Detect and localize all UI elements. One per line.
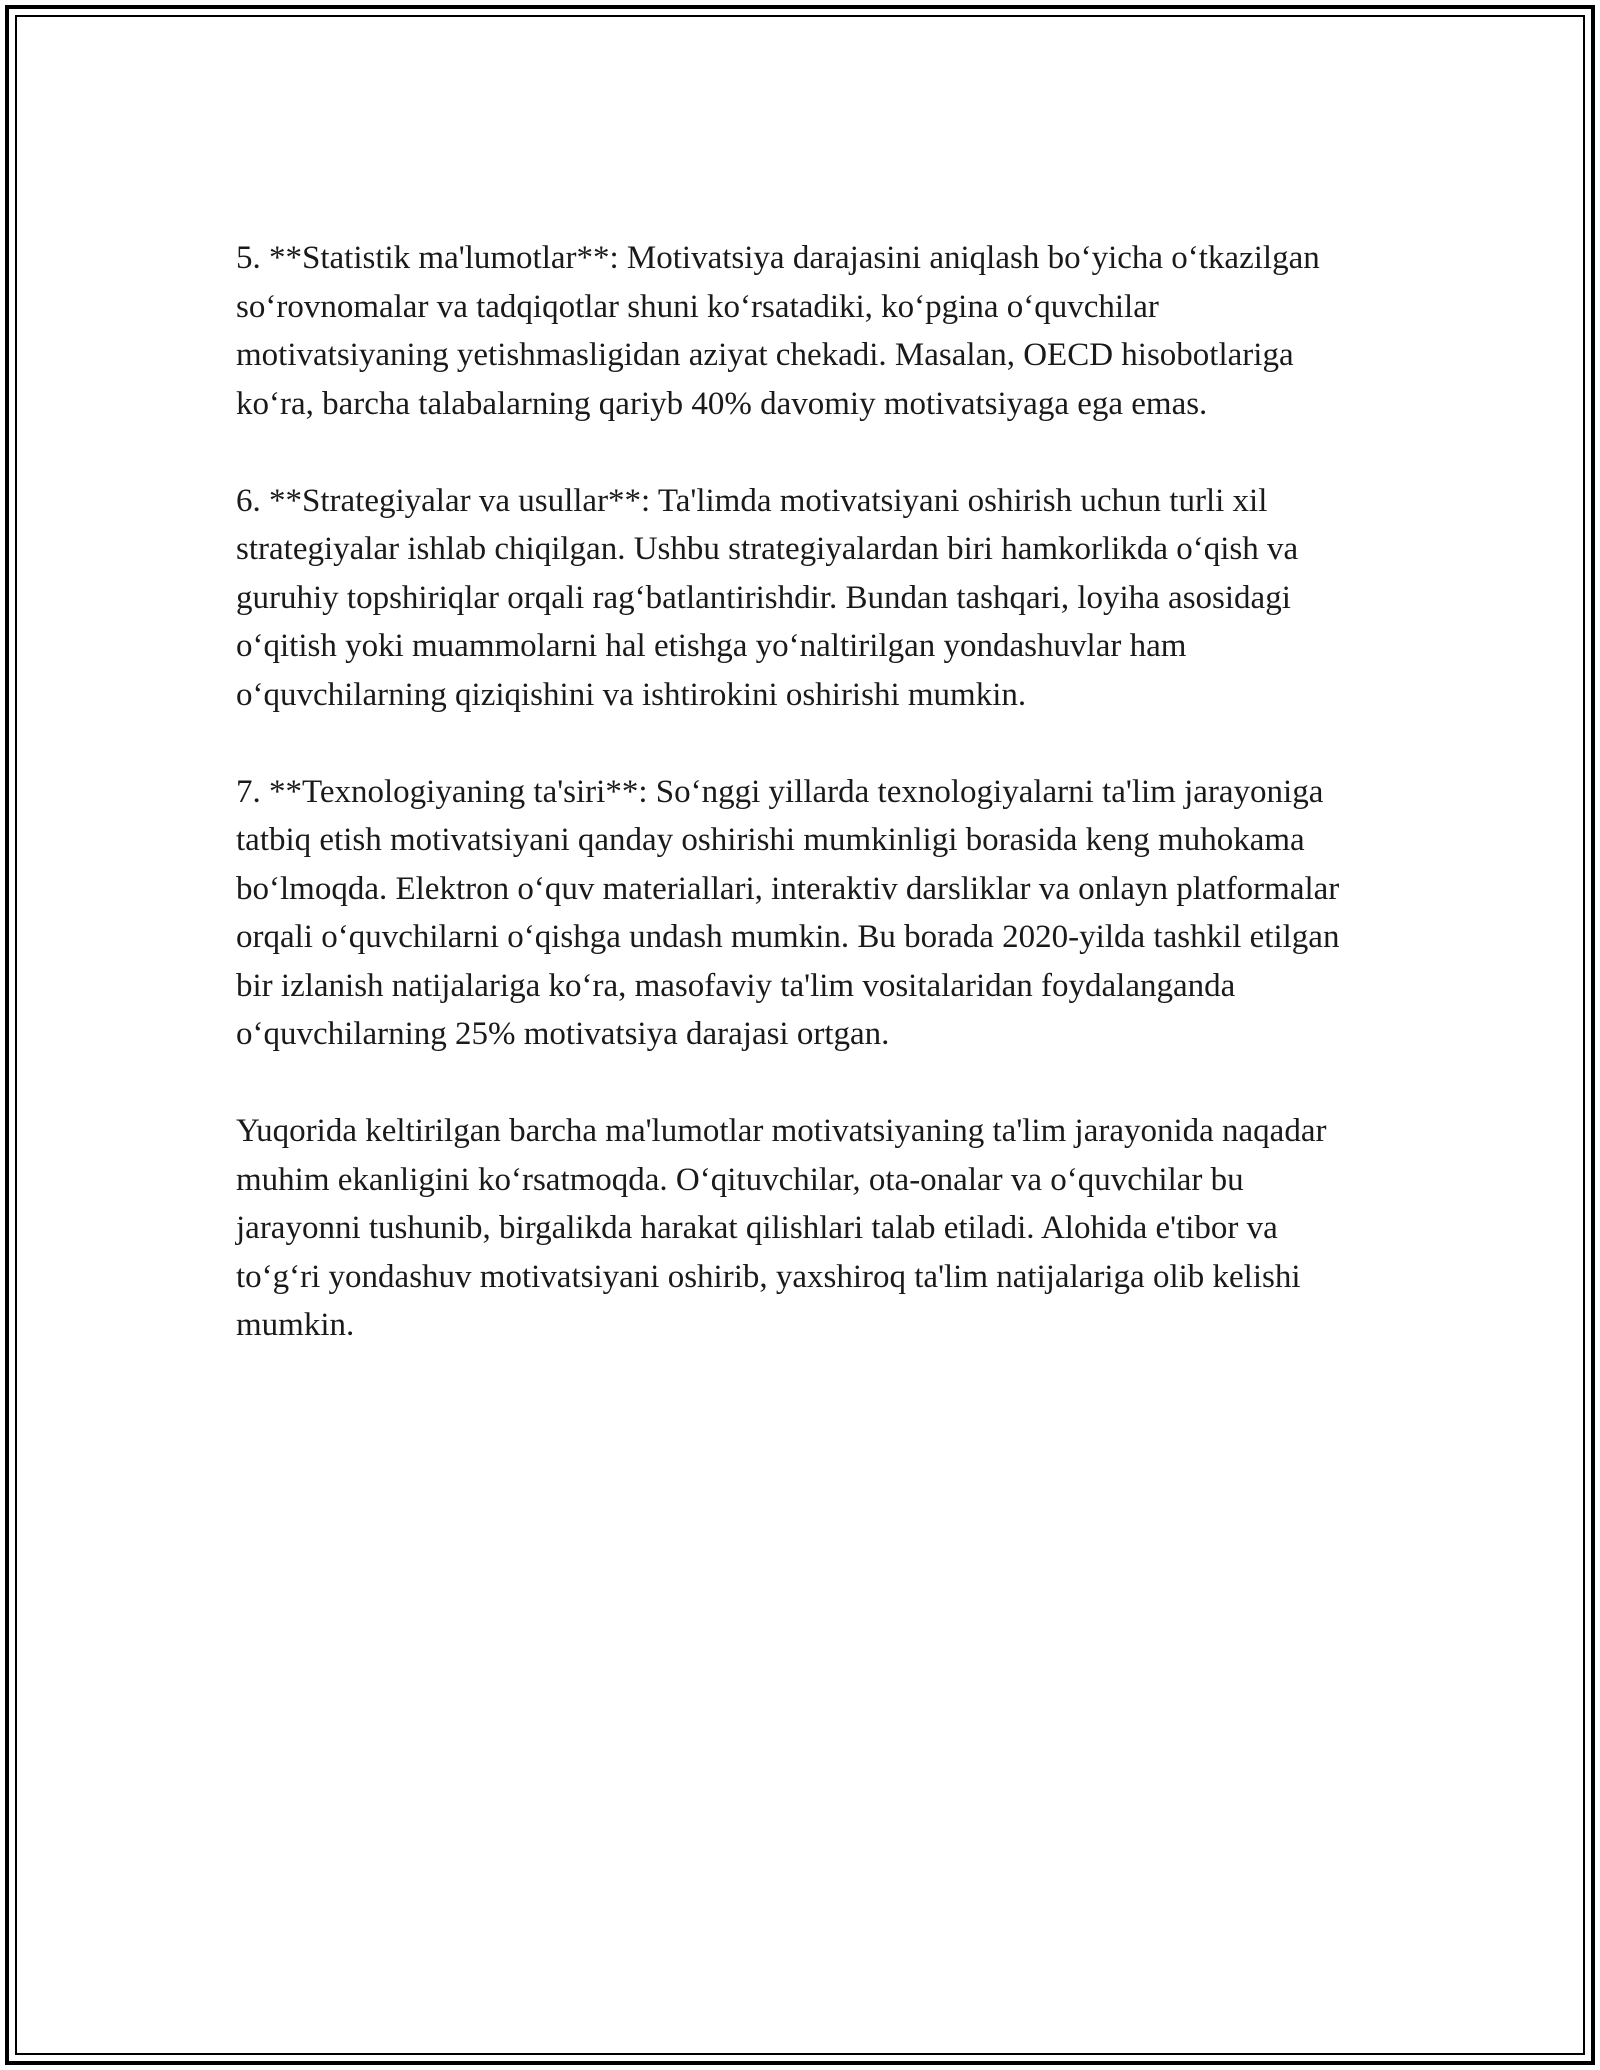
paragraph-statistics: 5. **Statistik ma'lumotlar**: Motivatsiya darajasini aniqlash bo‘yicha o‘tkazilgan so‘rovnomalar va tadqiqotlar shuni ko‘rsatadiki, ko‘pgina o‘quvchilar motivatsiyaning yetishmasligidan aziyat chekadi. Masalan, OECD hisobotlariga ko‘ra, barcha talabalarning qariyb 40% davomiy motivatsiyaga ega emas.: [236, 240, 1320, 422]
paragraph-strategies: 6. **Strategiyalar va usullar**: Ta'limda motivatsiyani oshirish uchun turli xil strategiyalar ishlab chiqilgan. Ushbu strategiyalardan biri hamkorlikda o‘qish va guruhiy topshiriqlar orqali rag‘batlantirishdir. Bundan tashqari, loyiha asosidagi o‘qitish yoki muammolarni hal etishga yo‘naltirilgan yondashuvlar ham o‘quvchilarning qiziqishini va ishtirokini oshirishi mumkin.: [236, 482, 1299, 713]
document-body: [236, 234, 1366, 1398]
paragraph-conclusion: Yuqorida keltirilgan barcha ma'lumotlar motivatsiyaning ta'lim jarayonida naqadar muhim ekanligini ko‘rsatmoqda. O‘qituvchilar, ota-onalar va o‘quvchilar bu jarayonni tushunib, birgalikda harakat qilishlari talab etiladi. Alohida e'tibor va to‘g‘ri yondashuv motivatsiyani oshirib, yaxshiroq ta'lim natijalariga olib kelishi mumkin.: [236, 1113, 1327, 1343]
paragraph-technology: 7. **Texnologiyaning ta'siri**: So‘nggi yillarda texnologiyalarni ta'lim jarayoniga tatbiq etish motivatsiyani qanday oshirishi mumkinligi borasida keng muhokama bo‘lmoqda. Elektron o‘quv materiallari, interaktiv darsliklar va onlayn platformalar orqali o‘quvchilarni o‘qishga undash mumkin. Bu borada 2020-yilda tashkil etilgan bir izlanish natijalariga ko‘ra, masofaviy ta'lim vositalaridan foydalanganda o‘quvchilarning 25% motivatsiya darajasi ortgan.: [236, 773, 1340, 1052]
